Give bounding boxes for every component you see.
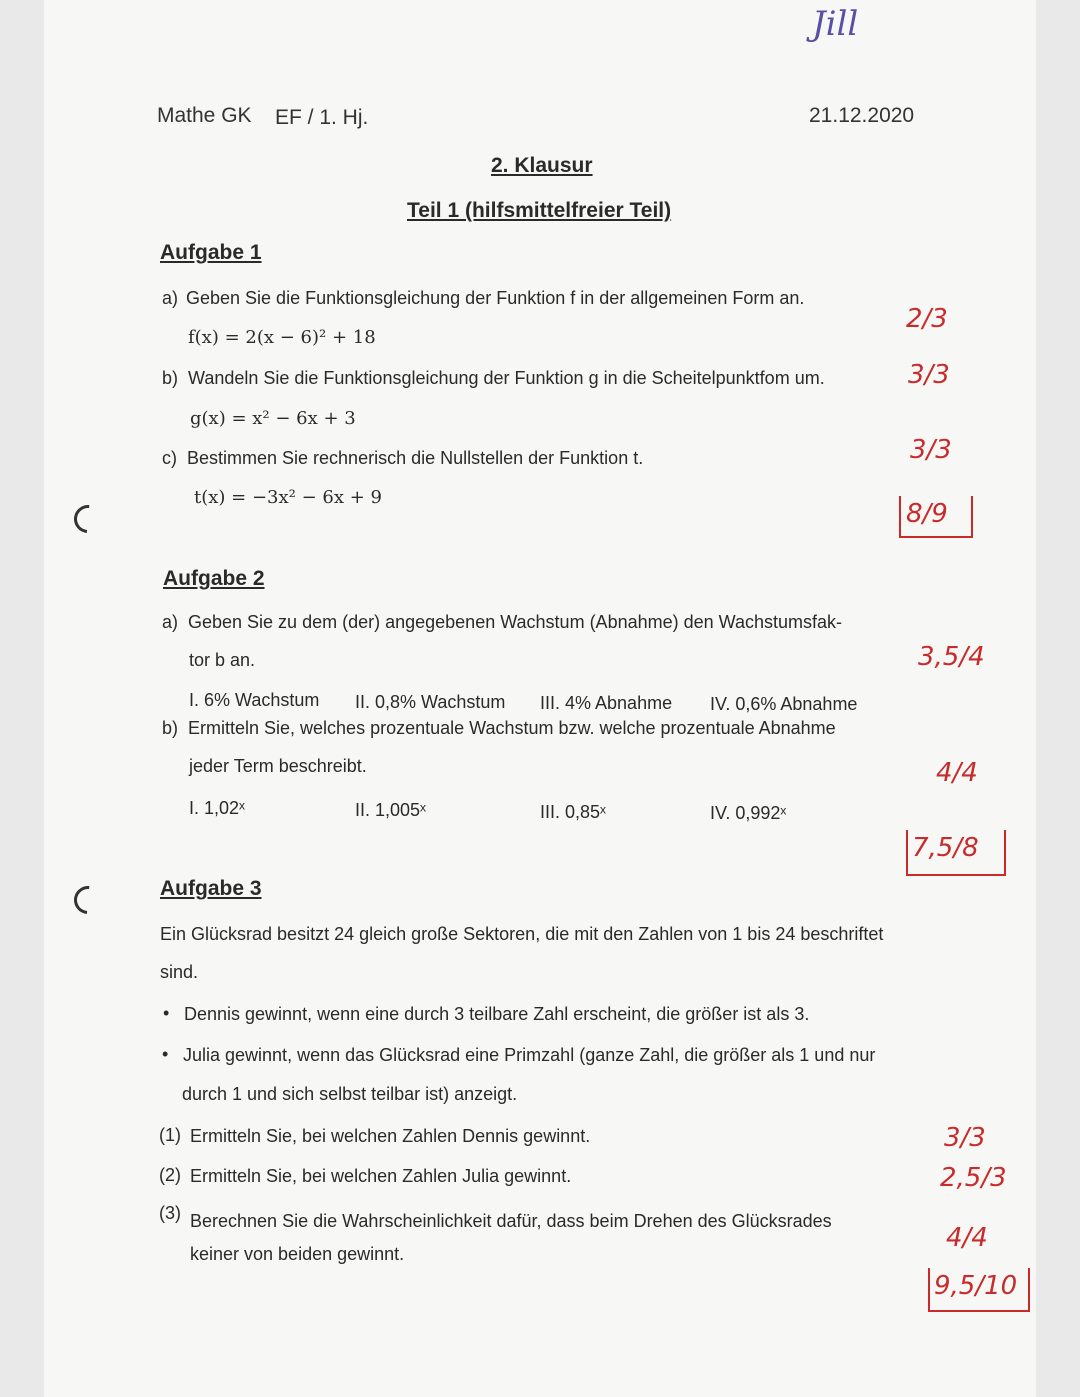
a2-a-item-1: I. 6% Wachstum <box>189 690 320 710</box>
a3-q1-label: (1) <box>159 1125 181 1145</box>
grade-a1a: 2/3 <box>906 304 948 334</box>
a2-b-text-line1: Ermitteln Sie, welches prozentuale Wachstum bzw. welche prozentuale Abnahme <box>188 718 836 738</box>
grade-a1-total-frame <box>899 496 973 538</box>
grade-a3q2: 2,5/3 <box>940 1163 1007 1193</box>
a1-c-formula: t(x) = −3x² − 6x + 9 <box>194 487 382 508</box>
bullet-dot-icon: • <box>163 1003 170 1023</box>
grade-a3q3: 4/4 <box>946 1223 988 1253</box>
a2-b-item-1: I. 1,02ˣ <box>189 798 245 818</box>
a1-b-formula: g(x) = x² − 6x + 3 <box>190 408 356 429</box>
a2-a-item-3: III. 4% Abnahme <box>540 693 673 713</box>
grade-a1c: 3/3 <box>910 435 952 465</box>
a2-a-text-line2: tor b an. <box>189 650 256 670</box>
bullet-dot-icon: • <box>162 1044 169 1064</box>
grade-a2a: 3,5/4 <box>918 642 985 672</box>
a3-intro-line2: sind. <box>160 962 199 982</box>
grade-a2-total-frame <box>906 830 1006 876</box>
aufgabe3-heading: Aufgabe 3 <box>160 877 262 900</box>
a2-a-item-2: II. 0,8% Wachstum <box>355 692 506 712</box>
a3-intro-line1: Ein Glücksrad besitzt 24 gleich große Sektoren, die mit den Zahlen von 1 bis 24 beschriftet <box>160 924 884 944</box>
a3-q3-text-line2: keiner von beiden gewinnt. <box>190 1244 405 1264</box>
signature: Jill <box>812 4 859 44</box>
a3-bullet2-line2: durch 1 und sich selbst teilbar ist) anzeigt. <box>182 1084 518 1104</box>
grade-a1b: 3/3 <box>908 360 950 390</box>
a3-q3-text-line1: Berechnen Sie die Wahrscheinlichkeit dafür, dass beim Drehen des Glücksrades <box>190 1211 832 1231</box>
a3-q1-text: Ermitteln Sie, bei welchen Zahlen Dennis gewinnt. <box>190 1126 591 1146</box>
a3-bullet2-line1: Julia gewinnt, wenn das Glücksrad eine Primzahl (ganze Zahl, die größer als 1 und nur <box>183 1045 876 1065</box>
a1-b-text: Wandeln Sie die Funktionsgleichung der Funktion g in die Scheitelpunktfom um. <box>188 368 825 388</box>
a3-q3-label: (3) <box>159 1203 181 1223</box>
a1-a-formula: f(x) = 2(x − 6)² + 18 <box>188 327 376 348</box>
a1-a-text: Geben Sie die Funktionsgleichung der Funktion f in der allgemeinen Form an. <box>186 288 805 308</box>
exam-title: 2. Klausur <box>491 154 593 177</box>
header-date: 21.12.2020 <box>809 104 915 127</box>
grade-a2b: 4/4 <box>936 758 978 788</box>
grade-a3q1: 3/3 <box>944 1123 986 1153</box>
grade-a3-total: 9,5/10 <box>934 1271 1018 1301</box>
a2-a-text-line1: Geben Sie zu dem (der) angegebenen Wachstum (Abnahme) den Wachstumsfak- <box>188 612 842 632</box>
a2-b-text-line2: jeder Term beschreibt. <box>189 756 367 776</box>
header-class: EF / 1. Hj. <box>275 106 369 129</box>
a3-q2-text: Ermitteln Sie, bei welchen Zahlen Julia gewinnt. <box>190 1166 572 1186</box>
grade-a3-total-frame <box>928 1268 1030 1312</box>
a1-b-label: b) <box>162 368 179 388</box>
a2-a-label: a) <box>162 612 179 632</box>
header-subject: Mathe GK <box>157 104 252 127</box>
a2-b-label: b) <box>162 718 179 738</box>
grade-a1-total: 8/9 <box>906 499 948 529</box>
a3-bullet1: Dennis gewinnt, wenn eine durch 3 teilbare Zahl erscheint, die größer ist als 3. <box>184 1004 810 1024</box>
grade-a2-total: 7,5/8 <box>912 833 979 863</box>
a1-a-label: a) <box>162 288 179 308</box>
aufgabe1-heading: Aufgabe 1 <box>160 241 262 264</box>
a3-q2-label: (2) <box>159 1165 181 1185</box>
a2-b-item-3: III. 0,85ˣ <box>540 802 606 822</box>
a2-b-item-2: II. 1,005ˣ <box>355 800 426 820</box>
aufgabe2-heading: Aufgabe 2 <box>163 567 265 590</box>
a1-c-text: Bestimmen Sie rechnerisch die Nullstellen der Funktion t. <box>187 448 644 468</box>
a2-b-item-4: IV. 0,992ˣ <box>710 803 787 823</box>
a1-c-label: c) <box>162 448 177 468</box>
exam-subtitle: Teil 1 (hilfsmittelfreier Teil) <box>407 199 672 222</box>
a2-a-item-4: IV. 0,6% Abnahme <box>710 694 858 714</box>
